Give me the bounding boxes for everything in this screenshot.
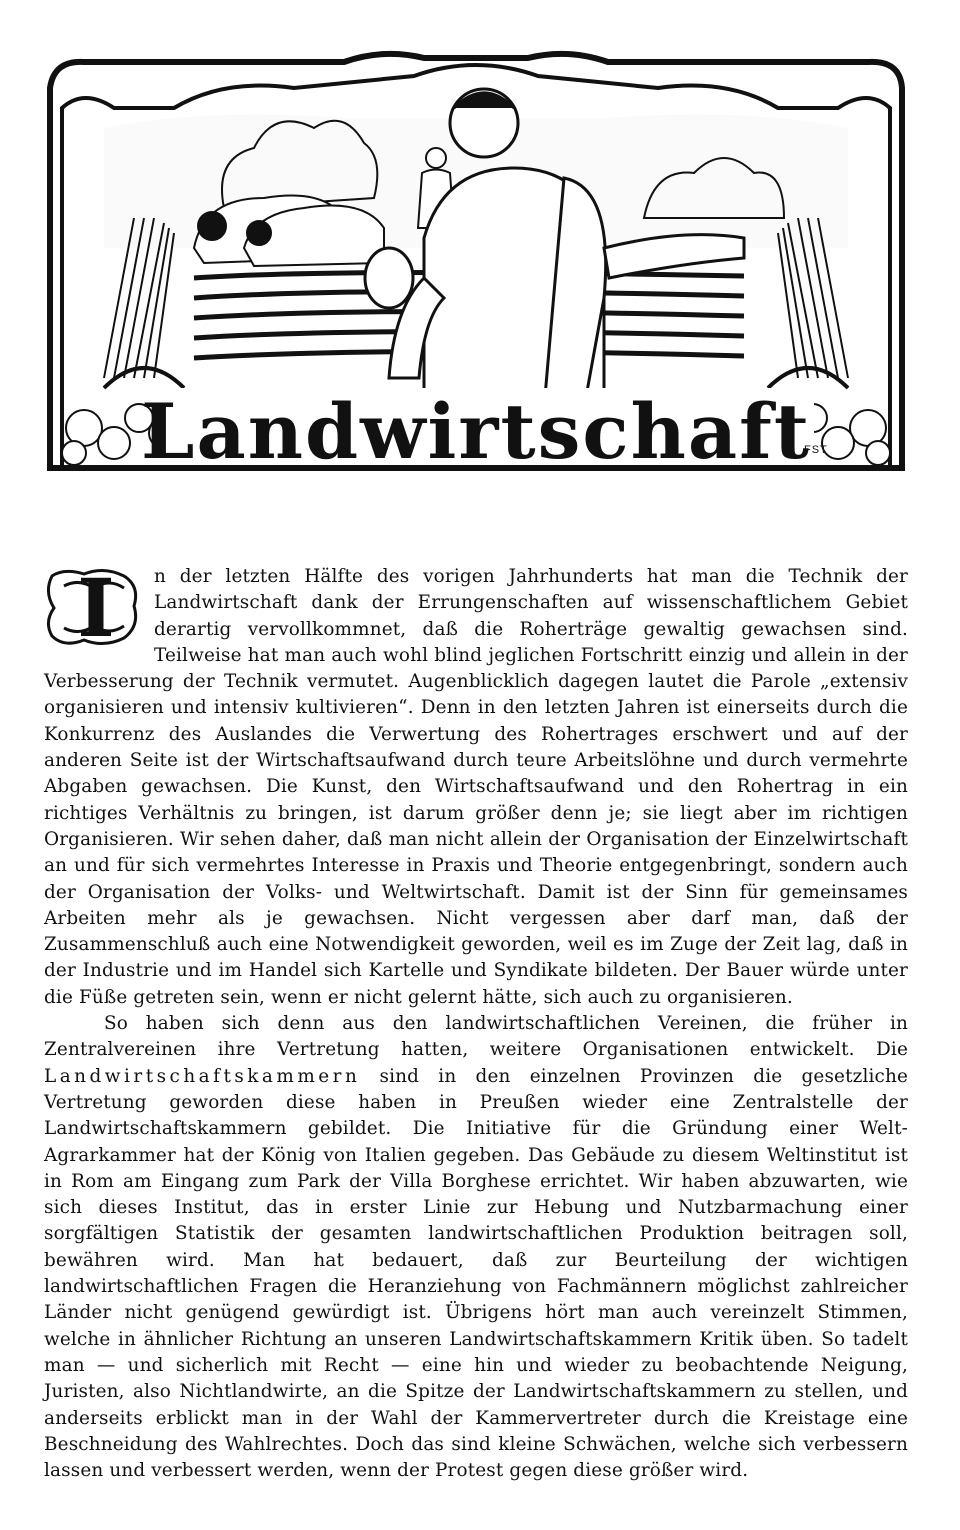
paragraph-2-start: So haben sich denn aus den landwirtschaftlichen Vereinen, die früher in Zentralvereinen ihre Vertretung hatten, weitere Organisationen entwickelt. Die	[44, 1013, 908, 1061]
article-body	[44, 564, 908, 1484]
paragraph-1	[44, 564, 908, 1011]
header-illustration	[44, 48, 908, 474]
drop-cap	[44, 566, 148, 648]
paragraph-2	[44, 1011, 908, 1484]
paragraph-1-text: n der letzten Hälfte des vorigen Jahrhunderts hat man die Technik der Landwirtschaft dank der Errungenschaften auf wissenschaftlichem Gebiet derartig vervollkommnet, daß die Roherträge gewaltig gewachsen sind. Teilweise hat man auch wohl blind jeglichen Fortschritt einzig und allein in der Verbesserung der Technik vermutet. Augenblicklich dagegen lautet die Parole „extensiv organisieren und intensiv kultivieren“. Denn in den letzten Jahren ist einerseits durch die Konkurrenz des Auslandes die Verwertung des Rohertrages erschwert und auf der anderen Seite ist der Wirtschaftsaufwand durch teure Arbeitslöhne und durch vermehrte Abgaben gewachsen. Die Kunst, den Wirtschaftsaufwand und den Rohertrag in ein richtiges Verhältnis zu bringen, ist darum größer denn je; sie liegt aber im richtigen Organisieren. Wir sehen daher, daß man nicht allein der Organisation der Einzelwirtschaft an und für sich vermehrtes Interesse in Praxis und Theorie entgegenbringt, sondern auch der Organisation der Volks- und Weltwirtschaft. Damit ist der Sinn für gemeinsames Arbeiten mehr als je gewachsen. Nicht vergessen aber darf man, daß der Zusammenschluß auch eine Notwendigkeit geworden, weil es im Zuge der Zeit lag, daß in der Industrie und im Handel sich Kartelle und Syndikate bildeten. Der Bauer würde unter die Füße getreten sein, wenn er nicht gelernt hätte, sich auch zu organisieren.	[44, 566, 908, 1008]
artist-monogram: FST	[804, 444, 828, 456]
paragraph-2-spaced-term: Landwirtschaftskammern	[44, 1065, 361, 1087]
drop-cap-letter: I	[77, 566, 115, 648]
page-title: Landwirtschaft	[141, 387, 811, 474]
paragraph-2-rest: sind in den einzelnen Provinzen die gesetzliche Vertretung geworden diese haben in Preußen wieder eine Zentralstelle der Landwirtschaftskammern gebildet. Die Initiative für die Gründung einer Welt-Agrarkammer hat der König von Italien gegeben. Das Gebäude zu diesem Weltinstitut ist in Rom am Eingang zum Park der Villa Borghese errichtet. Wir haben abzuwarten, wie sich dieses Institut, das in erster Linie zur Hebung und Nutzbarmachung einer sorgfältigen Statistik der gesamten landwirtschaftlichen Produktion beitragen soll, bewähren wird. Man hat bedauert, daß zur Beurteilung der wichtigen landwirtschaftlichen Fragen die Heranziehung von Fachmännern möglichst zahlreicher Länder nicht genügend gewürdigt ist. Übrigens hört man auch vereinzelt Stimmen, welche in ähnlicher Richtung an unseren Landwirtschaftskammern Kritik üben. So tadelt man — und sicherlich mit Recht — eine hin und wieder zu beobachtende Neigung, Juristen, also Nichtlandwirte, an die Spitze der Landwirtschaftskammern zu stellen, und anderseits erblickt man in der Wahl der Kammervertreter durch die Kreistage eine Beschneidung des Wahlrechtes. Doch das sind kleine Schwächen, welche sich verbessern lassen und verbessert werden, wenn der Protest gegen diese größer wird.	[44, 1065, 908, 1482]
